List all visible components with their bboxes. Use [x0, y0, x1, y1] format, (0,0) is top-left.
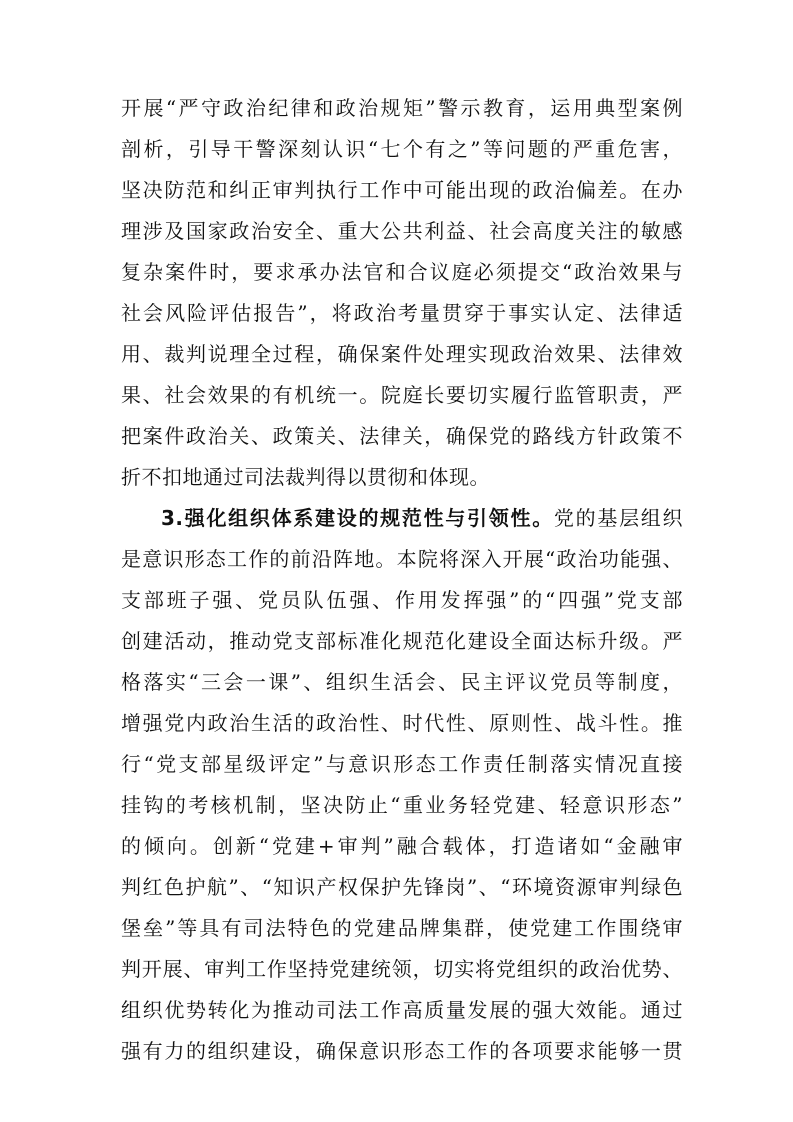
text-line: 果、社会效果的有机统一。院庭长要切实履行监管职责，严 — [121, 383, 683, 407]
text-line: 组织优势转化为推动司法工作高质量发展的强大效能。通过 — [121, 998, 683, 1022]
text-line: 把案件政治关、政策关、法律关，确保党的路线方针政策不 — [121, 424, 683, 448]
text-span: 党的基层组织 — [553, 506, 684, 530]
text-line: 是意识形态工作的前沿阵地。本院将深入开展“政治功能强、 — [121, 547, 683, 571]
text-line: 社会风险评估报告”，将政治考量贯穿于事实认定、法律适 — [121, 301, 683, 325]
text-line: 格落实“三会一课”、组织生活会、民主评议党员等制度， — [121, 670, 683, 694]
text-line: 支部班子强、党员队伍强、作用发挥强”的“四强”党支部 — [121, 588, 683, 612]
text-line: 的倾向。创新“党建+审判”融合载体，打造诸如“金融审 — [121, 834, 683, 858]
text-line: 折不扣地通过司法裁判得以贯彻和体现。 — [121, 465, 490, 489]
text-line: 复杂案件时，要求承办法官和合议庭必须提交“政治效果与 — [121, 260, 683, 284]
document-body — [121, 88, 683, 1072]
section-heading-line — [121, 498, 683, 539]
text-line: 用、裁判说理全过程，确保案件处理实现政治效果、法律效 — [121, 342, 683, 366]
text-line: 创建活动，推动党支部标准化规范化建设全面达标升级。严 — [121, 629, 683, 653]
text-line: 堡垒”等具有司法特色的党建品牌集群，使党建工作围绕审 — [121, 916, 683, 940]
section-heading: 3.强化组织体系建设的规范性与引领性。 — [161, 506, 554, 530]
text-line: 剖析，引导干警深刻认识“七个有之”等问题的严重危害， — [121, 137, 683, 161]
text-line: 强有力的组织建设，确保意识形态工作的各项要求能够一贯 — [121, 1039, 683, 1063]
text-line: 挂钩的考核机制，坚决防止“重业务轻党建、轻意识形态” — [121, 793, 683, 817]
text-line: 增强党内政治生活的政治性、时代性、原则性、战斗性。推 — [121, 711, 683, 735]
text-line: 判红色护航”、“知识产权保护先锋岗”、“环境资源审判绿色 — [121, 875, 683, 899]
text-line: 理涉及国家政治安全、重大公共利益、社会高度关注的敏感 — [121, 219, 683, 243]
text-line: 行“党支部星级评定”与意识形态工作责任制落实情况直接 — [121, 752, 683, 776]
text-line: 坚决防范和纠正审判执行工作中可能出现的政治偏差。在办 — [121, 178, 683, 202]
text-line: 开展“严守政治纪律和政治规矩”警示教育，运用典型案例 — [121, 96, 683, 120]
text-line: 判开展、审判工作坚持党建统领，切实将党组织的政治优势、 — [121, 957, 683, 981]
